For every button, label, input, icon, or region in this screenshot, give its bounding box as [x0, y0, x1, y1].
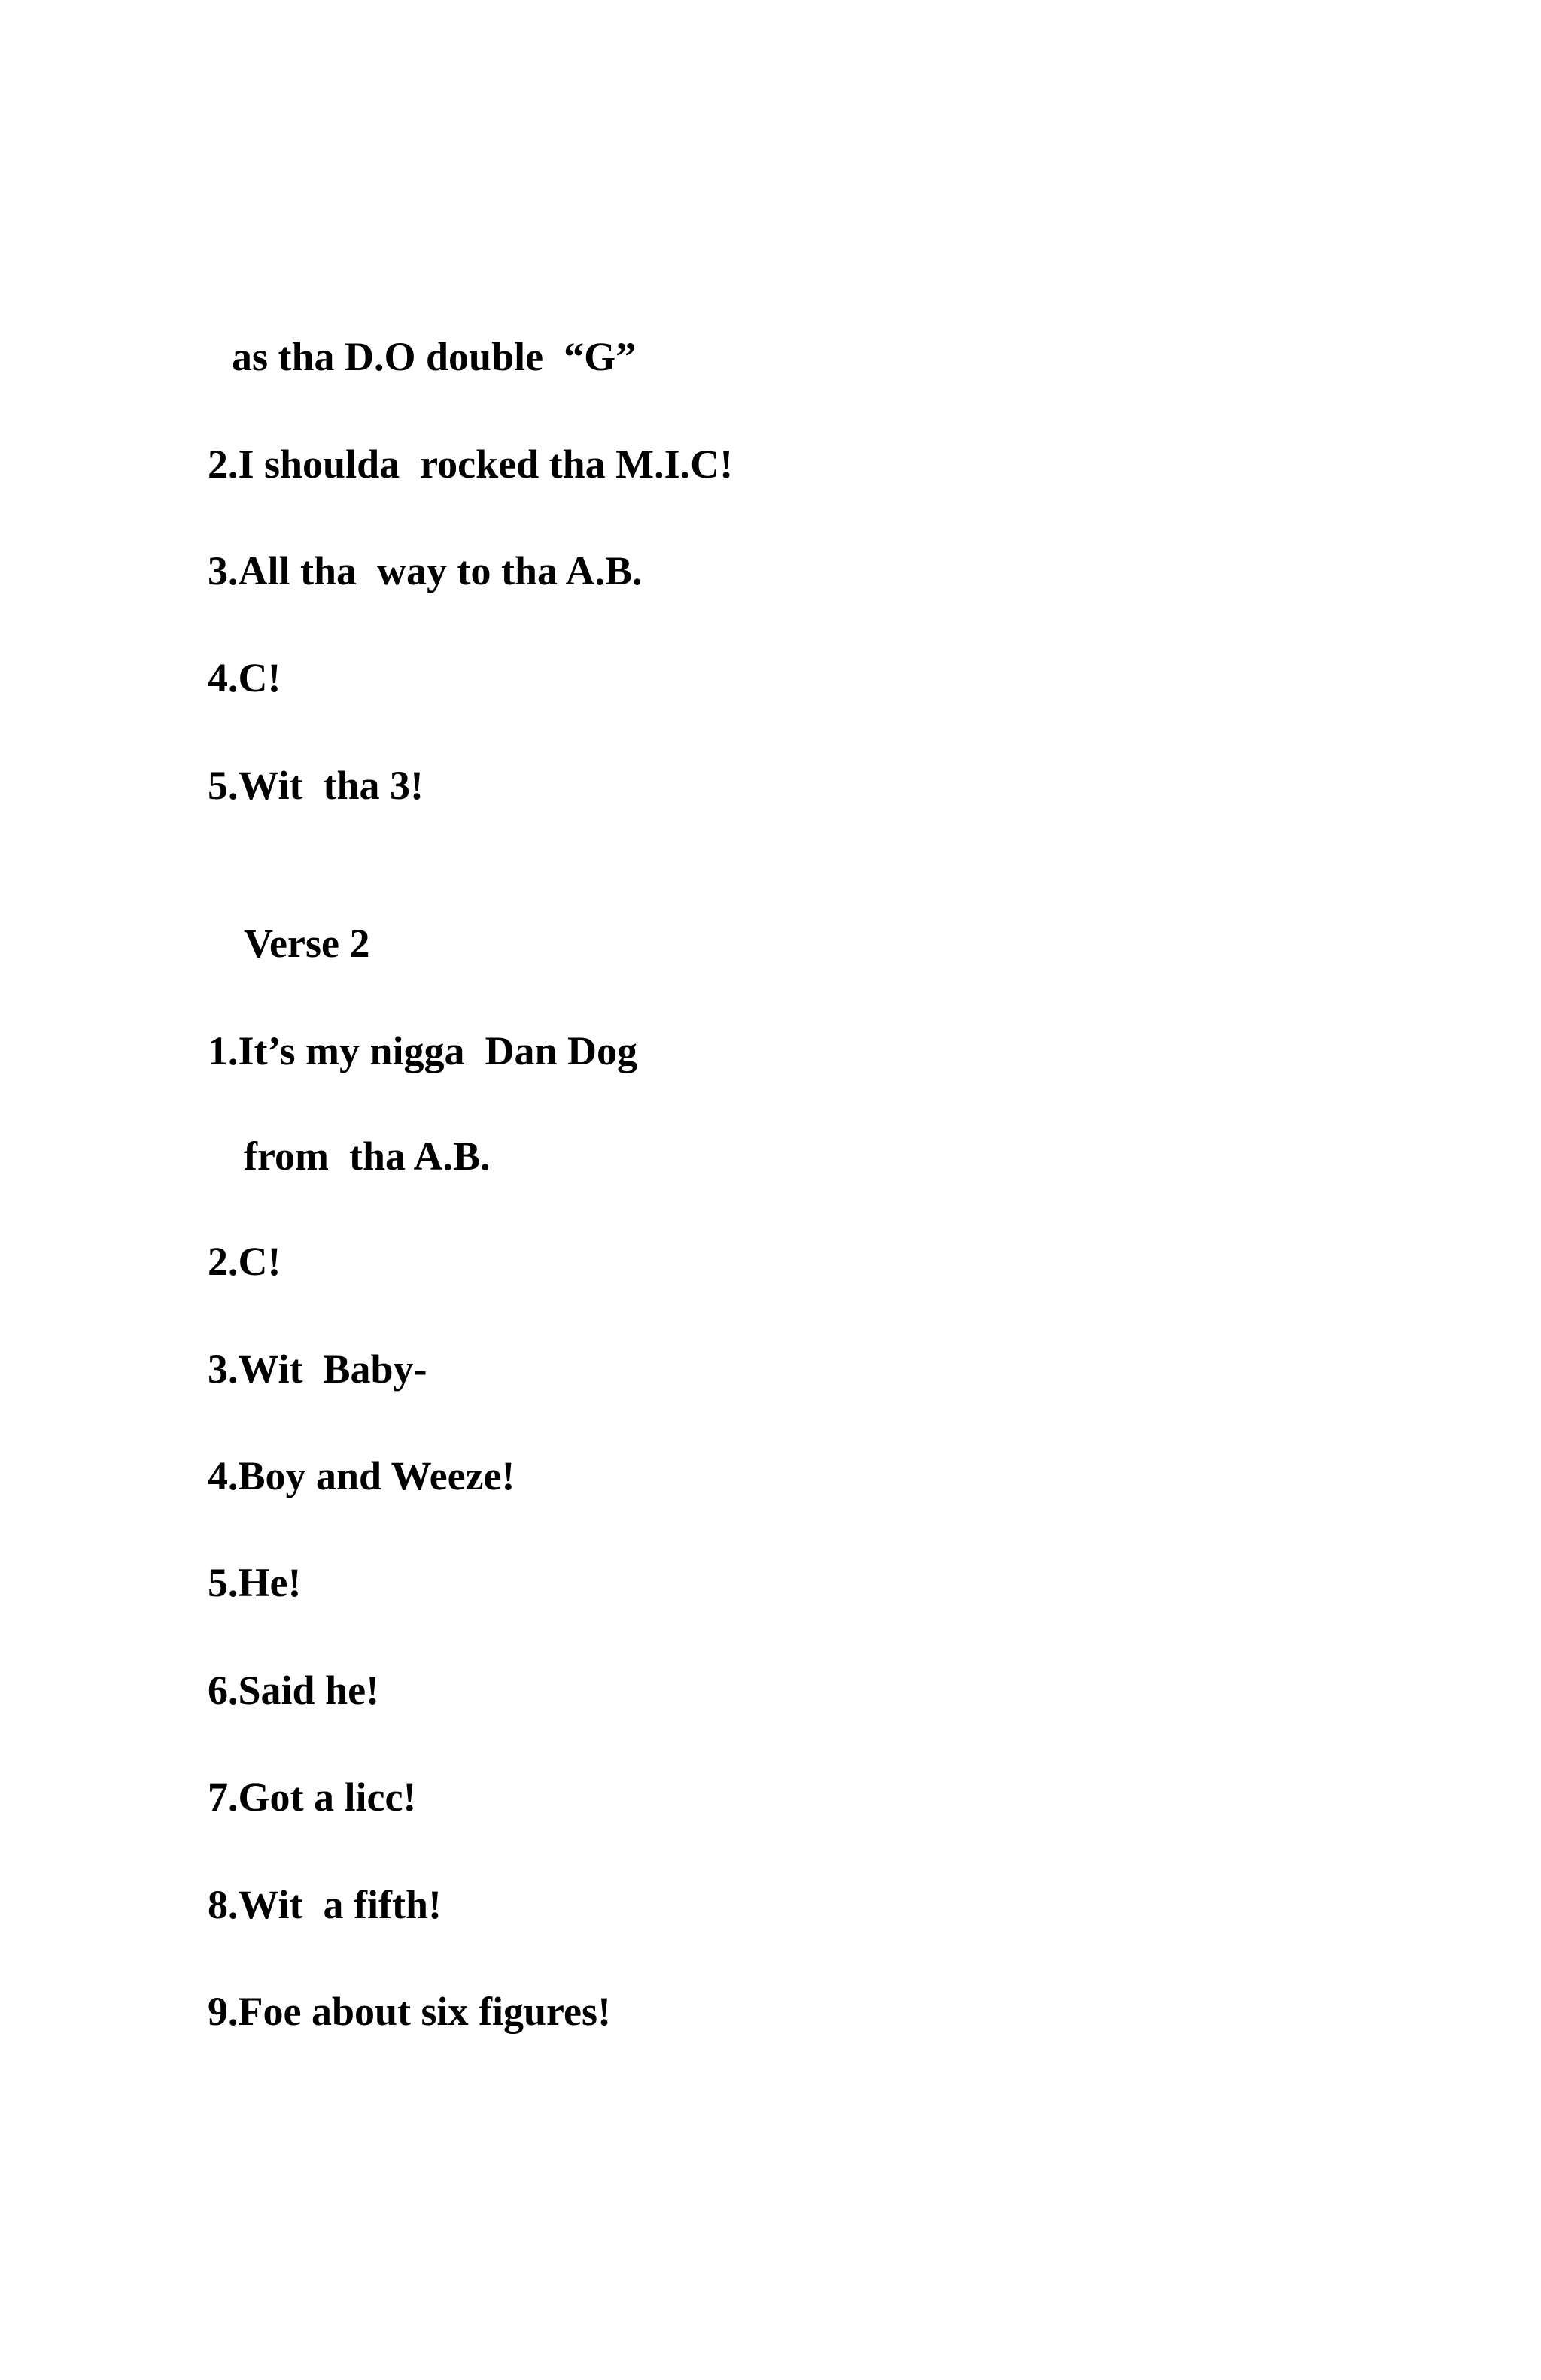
lyric-line-continuation: as tha D.O double “G”: [232, 334, 637, 379]
lyric-line-2: 2.C!: [208, 1239, 281, 1284]
lyric-line-5: 5.He!: [208, 1560, 302, 1605]
lyric-line-9: 9.Foe about six figures!: [208, 1989, 611, 2034]
lyric-line-3: 3.Wit Baby-: [208, 1346, 427, 1392]
lyric-line-4: 4.C!: [208, 655, 281, 700]
lyric-line-2: 2.I shoulda rocked tha M.I.C!: [208, 442, 734, 487]
lyric-line-3: 3.All tha way to tha A.B.: [208, 548, 643, 593]
lyric-line-4: 4.Boy and Weeze!: [208, 1453, 515, 1498]
verse-heading: Verse 2: [244, 921, 370, 966]
lyric-line-5: 5.Wit tha 3!: [208, 763, 424, 808]
lyric-line-6: 6.Said he!: [208, 1668, 380, 1713]
lyric-line-7: 7.Got a licc!: [208, 1774, 417, 1820]
lyric-line-continuation: from tha A.B.: [244, 1134, 491, 1179]
lyric-line-1: 1.It’s my nigga Dan Dog: [208, 1028, 638, 1073]
lyric-line-8: 8.Wit a fifth!: [208, 1882, 442, 1927]
